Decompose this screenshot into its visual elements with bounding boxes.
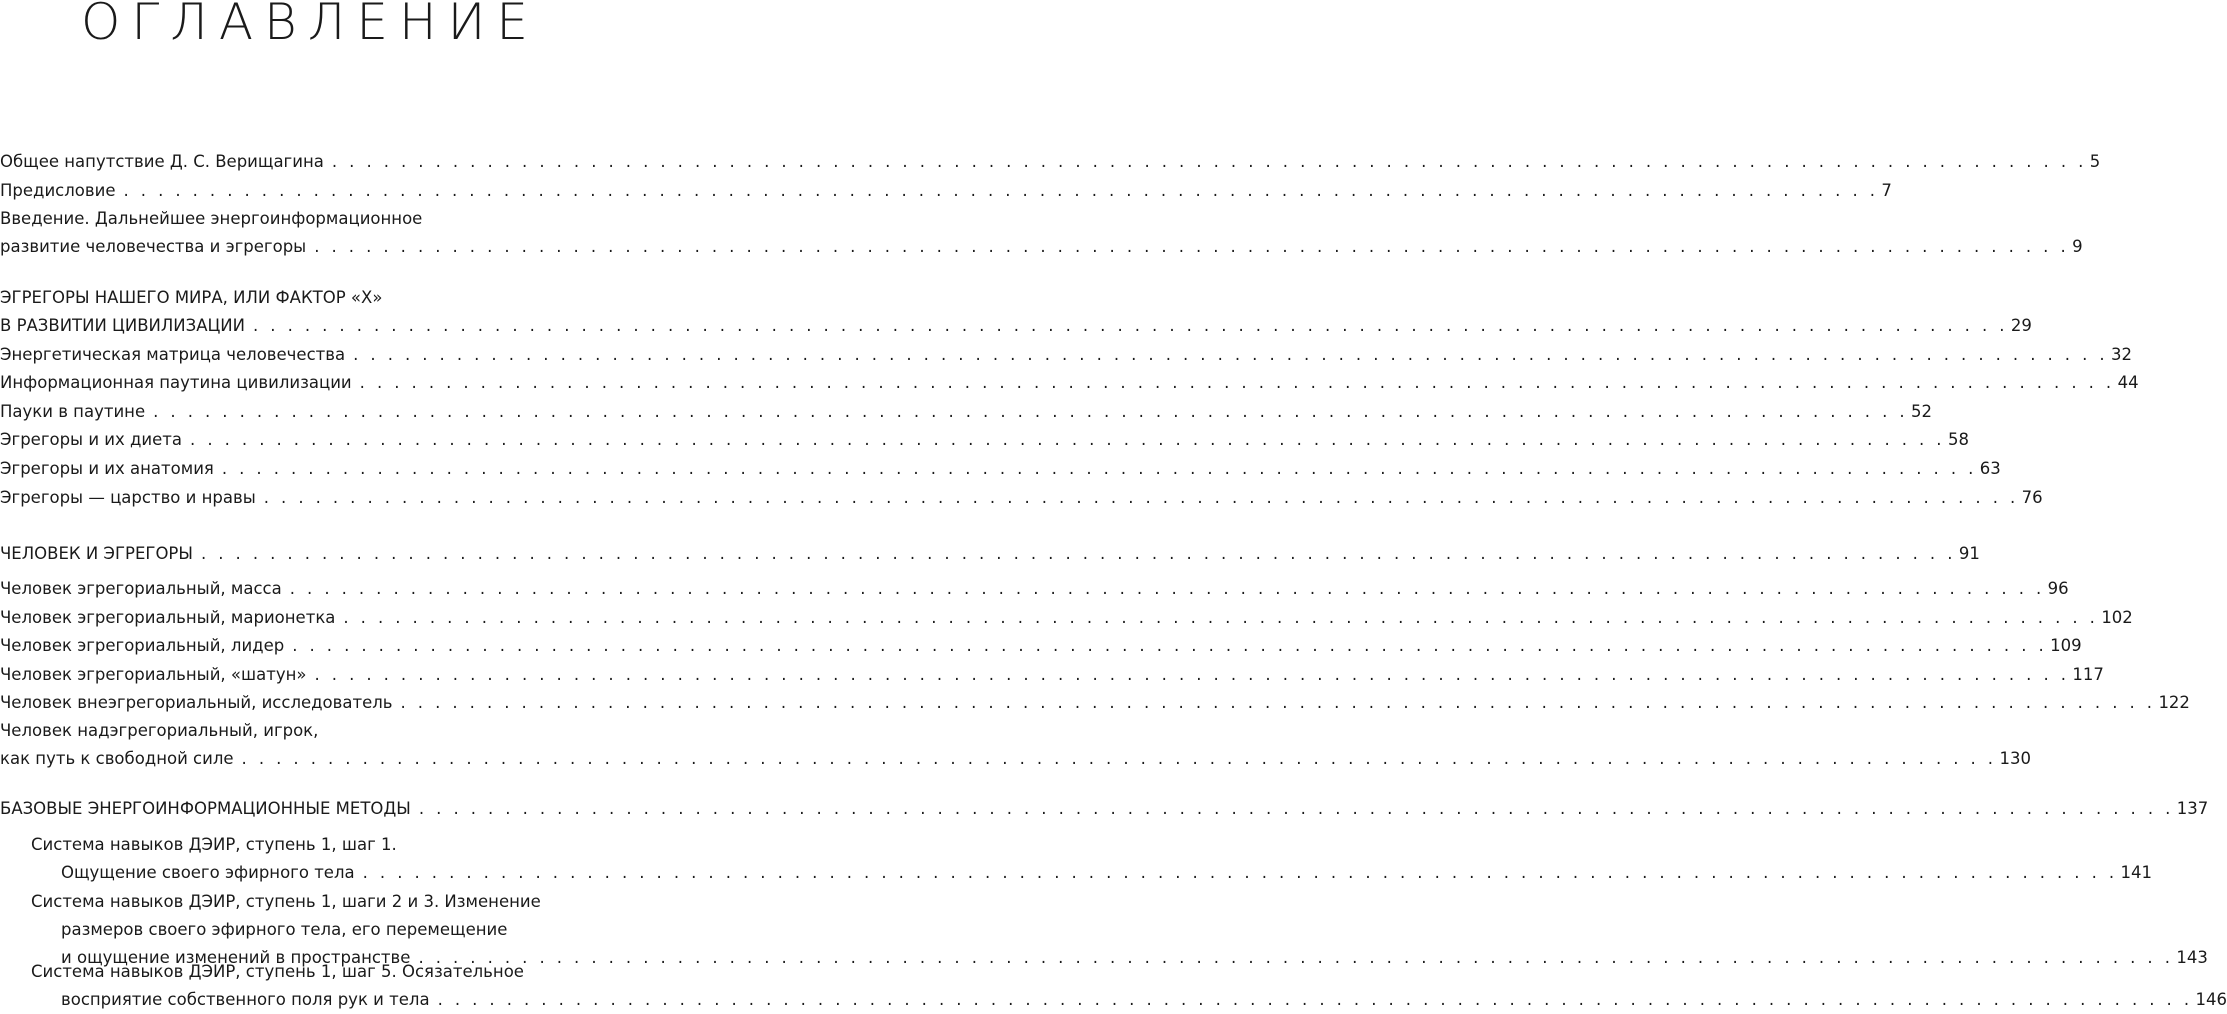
toc-line bbox=[0, 148, 2101, 176]
toc-entry bbox=[31, 831, 2153, 887]
toc-entry bbox=[0, 341, 2133, 369]
toc-entry bbox=[0, 398, 1933, 426]
toc-line bbox=[0, 632, 2082, 660]
toc-entry-title: Пауки в паутине bbox=[0, 402, 146, 421]
toc-entry bbox=[0, 575, 2069, 603]
toc-page-number: 117 bbox=[2072, 665, 2104, 684]
toc-line bbox=[31, 958, 620, 986]
dot-leader: . . . . . . . . . . . . . . . . . . . . . . . . . . . . . . . . . . . . . . . . . . . . . . . . . . . . . . . . . . . . . . . . . . . . . . . . . . . . . . . . . . . . . . . . . . . . . . . . . . . . . . bbox=[200, 544, 1956, 563]
toc-line bbox=[0, 369, 2139, 397]
toc-entry-title: Общее напутствие Д. С. Верищагина bbox=[0, 152, 324, 171]
toc-line bbox=[0, 540, 1980, 568]
toc-line bbox=[0, 341, 2133, 369]
toc-page-number: 29 bbox=[2010, 316, 2032, 335]
toc-line bbox=[0, 717, 620, 745]
toc-line bbox=[0, 484, 2043, 512]
toc-line bbox=[0, 604, 2133, 632]
toc-entry bbox=[0, 426, 1969, 454]
toc-entry-title: ЭГРЕГОРЫ НАШЕГО МИРА, ИЛИ ФАКТОР «Х» bbox=[0, 288, 383, 307]
toc-entry-title: Человек эгрегориальный, масса bbox=[0, 579, 282, 598]
toc-entry-title: Человек эгрегориальный, лидер bbox=[0, 636, 285, 655]
toc-entry-title: Человек надэгрегориальный, игрок, bbox=[0, 721, 319, 740]
toc-line bbox=[0, 689, 2190, 717]
toc-line bbox=[0, 284, 620, 312]
dot-leader: . . . . . . . . . . . . . . . . . . . . . . . . . . . . . . . . . . . . . . . . . . . . . . . . . . . . . . . . . . . . . . . . . . . . . . . . . . . . . . . . . . . . . . . . . . . . . . . . . . . . . . bbox=[400, 693, 2156, 712]
dot-leader: . . . . . . . . . . . . . . . . . . . . . . . . . . . . . . . . . . . . . . . . . . . . . . . . . . . . . . . . . . . . . . . . . . . . . . . . . . . . . . . . . . . . . . . . . . . . . . . . . . . . . . bbox=[359, 373, 2115, 392]
toc-page-number: 63 bbox=[1979, 459, 2001, 478]
dot-leader: . . . . . . . . . . . . . . . . . . . . . . . . . . . . . . . . . . . . . . . . . . . . . . . . . . . . . . . . . . . . . . . . . . . . . . . . . . . . . . . . . . . . . . . . . . . . . . . . . . . . . . bbox=[314, 237, 2070, 256]
dot-leader: . . . . . . . . . . . . . . . . . . . . . . . . . . . . . . . . . . . . . . . . . . . . . . . . . . . . . . . . . . . . . . . . . . . . . . . . . . . . . . . . . . . . . . . . . . . . . . . . . . . . . . bbox=[289, 579, 2045, 598]
toc-line bbox=[0, 177, 1892, 205]
toc-page-number: 122 bbox=[2158, 693, 2190, 712]
dot-leader: . . . . . . . . . . . . . . . . . . . . . . . . . . . . . . . . . . . . . . . . . . . . . . . . . . . . . . . . . . . . . . . . . . . . . . . . . . . . . . . . . . . . . . . . . . . . . . . . . . . . . . bbox=[343, 608, 2099, 627]
dot-leader: . . . . . . . . . . . . . . . . . . . . . . . . . . . . . . . . . . . . . . . . . . . . . . . . . . . . . . . . . . . . . . . . . . . . . . . . . . . . . . . . . . . . . . . . . . . . . . . . . . . . . . bbox=[331, 152, 2087, 171]
toc-entry-title: Эгрегоры — царство и нравы bbox=[0, 488, 256, 507]
toc-line bbox=[0, 745, 2031, 773]
dot-leader: . . . . . . . . . . . . . . . . . . . . . . . . . . . . . . . . . . . . . . . . . . . . . . . . . . . . . . . . . . . . . . . . . . . . . . . . . . . . . . . . . . . . . . . . . . . . . . . . . . . . . . bbox=[123, 181, 1879, 200]
toc-entry-title: развитие человечества и эгрегоры bbox=[0, 237, 307, 256]
toc-entry bbox=[0, 717, 2031, 773]
toc-entry-title: Человек внеэгрегориальный, исследователь bbox=[0, 693, 393, 712]
toc-entry bbox=[0, 661, 2104, 689]
toc-line bbox=[0, 233, 2083, 261]
page-title: ОГЛАВЛЕНИЕ bbox=[81, 0, 539, 51]
toc-entry-title: Человек эгрегориальный, «шатун» bbox=[0, 665, 307, 684]
toc-entry bbox=[0, 369, 2139, 397]
toc-entry-title: ЧЕЛОВЕК И ЭГРЕГОРЫ bbox=[0, 544, 193, 563]
dot-leader: . . . . . . . . . . . . . . . . . . . . . . . . . . . . . . . . . . . . . . . . . . . . . . . . . . . . . . . . . . . . . . . . . . . . . . . . . . . . . . . . . . . . . . . . . . . . . . . . . . . . . . bbox=[314, 665, 2070, 684]
toc-page-number: 52 bbox=[1911, 402, 1933, 421]
toc-entry bbox=[0, 205, 2083, 261]
toc-page-number: 76 bbox=[2021, 488, 2043, 507]
toc-line bbox=[0, 795, 2209, 823]
toc-line bbox=[0, 426, 1969, 454]
toc-entry-title: Система навыков ДЭИР, ступень 1, шаги 2 и 3. Изменение bbox=[31, 892, 541, 911]
toc-page-number: 91 bbox=[1958, 544, 1980, 563]
toc-page-number: 9 bbox=[2072, 237, 2083, 256]
toc-page-number: 130 bbox=[1999, 749, 2031, 768]
toc-line bbox=[31, 888, 620, 916]
toc-line bbox=[31, 859, 2153, 887]
toc-page-number: 58 bbox=[1947, 430, 1969, 449]
toc-entry-title: как путь к свободной силе bbox=[0, 749, 234, 768]
toc-line bbox=[0, 312, 2032, 340]
toc-page-number: 7 bbox=[1881, 181, 1892, 200]
dot-leader: . . . . . . . . . . . . . . . . . . . . . . . . . . . . . . . . . . . . . . . . . . . . . . . . . . . . . . . . . . . . . . . . . . . . . . . . . . . . . . . . . . . . . . . . . . . . . . . . . . . . . . bbox=[252, 316, 2008, 335]
toc-entry-title: восприятие собственного поля рук и тела bbox=[61, 990, 430, 1009]
toc-page-number: 5 bbox=[2089, 152, 2101, 171]
toc-page-number: 44 bbox=[2117, 373, 2139, 392]
toc-entry-title: размеров своего эфирного тела, его перемещение bbox=[61, 920, 508, 939]
toc-line bbox=[31, 916, 620, 944]
toc-entry bbox=[0, 484, 2043, 512]
toc-entry-title: Система навыков ДЭИР, ступень 1, шаг 1. bbox=[31, 835, 397, 854]
toc-entry bbox=[31, 958, 2227, 1014]
toc-entry bbox=[0, 632, 2082, 660]
toc-page-number: 102 bbox=[2101, 608, 2133, 627]
toc-page-number: 137 bbox=[2176, 799, 2209, 818]
dot-leader: . . . . . . . . . . . . . . . . . . . . . . . . . . . . . . . . . . . . . . . . . . . . . . . . . . . . . . . . . . . . . . . . . . . . . . . . . . . . . . . . . . . . . . . . . . . . . . . . . . . . . . bbox=[292, 636, 2048, 655]
dot-leader: . . . . . . . . . . . . . . . . . . . . . . . . . . . . . . . . . . . . . . . . . . . . . . . . . . . . . . . . . . . . . . . . . . . . . . . . . . . . . . . . . . . . . . . . . . . . . . . . . . . . . . bbox=[437, 990, 2193, 1009]
toc-entry-title: Введение. Дальнейшее энергоинформационное bbox=[0, 209, 423, 228]
dot-leader: . . . . . . . . . . . . . . . . . . . . . . . . . . . . . . . . . . . . . . . . . . . . . . . . . . . . . . . . . . . . . . . . . . . . . . . . . . . . . . . . . . . . . . . . . . . . . . . . . . . . . . bbox=[190, 430, 1945, 449]
toc-line bbox=[0, 205, 620, 233]
toc-page-number: 109 bbox=[2050, 636, 2082, 655]
dot-leader: . . . . . . . . . . . . . . . . . . . . . . . . . . . . . . . . . . . . . . . . . . . . . . . . . . . . . . . . . . . . . . . . . . . . . . . . . . . . . . . . . . . . . . . . . . . . . . . . . . . . . . bbox=[418, 799, 2174, 818]
toc-entry bbox=[0, 177, 1892, 205]
toc-entry-title: Человек эгрегориальный, марионетка bbox=[0, 608, 336, 627]
toc-section-heading bbox=[0, 540, 1980, 568]
toc-entry-title: Энергетическая матрица человечества bbox=[0, 345, 346, 364]
toc-line bbox=[0, 455, 2001, 483]
toc-page-number: 141 bbox=[2120, 863, 2153, 882]
toc-entry-title: Информационная паутина цивилизации bbox=[0, 373, 352, 392]
toc-entry-title: В РАЗВИТИИ ЦИВИЛИЗАЦИИ bbox=[0, 316, 245, 335]
toc-entry-title: Система навыков ДЭИР, ступень 1, шаг 5. Осязательное bbox=[31, 962, 524, 981]
toc-line bbox=[31, 831, 620, 859]
toc-line bbox=[0, 575, 2069, 603]
dot-leader: . . . . . . . . . . . . . . . . . . . . . . . . . . . . . . . . . . . . . . . . . . . . . . . . . . . . . . . . . . . . . . . . . . . . . . . . . . . . . . . . . . . . . . . . . . . . . . . . . . . . . . bbox=[241, 749, 1997, 768]
toc-page-number: 143 bbox=[2176, 948, 2208, 967]
toc-section-heading bbox=[0, 795, 2209, 823]
toc-line bbox=[31, 986, 2227, 1014]
dot-leader: . . . . . . . . . . . . . . . . . . . . . . . . . . . . . . . . . . . . . . . . . . . . . . . . . . . . . . . . . . . . . . . . . . . . . . . . . . . . . . . . . . . . . . . . . . . . . . . . . . . . . . bbox=[362, 863, 2118, 882]
toc-entry bbox=[0, 455, 2001, 483]
toc-line bbox=[0, 661, 2104, 689]
toc-page-number: 146 bbox=[2195, 990, 2227, 1009]
toc-entry-title: Эгрегоры и их анатомия bbox=[0, 459, 214, 478]
toc-page-number: 96 bbox=[2047, 579, 2069, 598]
dot-leader: . . . . . . . . . . . . . . . . . . . . . . . . . . . . . . . . . . . . . . . . . . . . . . . . . . . . . . . . . . . . . . . . . . . . . . . . . . . . . . . . . . . . . . . . . . . . . . . . . . . . . . bbox=[353, 345, 2109, 364]
toc-entry bbox=[0, 604, 2133, 632]
toc-section-heading bbox=[0, 284, 2032, 340]
toc-entry-title: и ощущение изменений в пространстве bbox=[61, 948, 411, 967]
dot-leader: . . . . . . . . . . . . . . . . . . . . . . . . . . . . . . . . . . . . . . . . . . . . . . . . . . . . . . . . . . . . . . . . . . . . . . . . . . . . . . . . . . . . . . . . . . . . . . . . . . . . . . bbox=[263, 488, 2019, 507]
toc-entry bbox=[0, 148, 2101, 176]
dot-leader: . . . . . . . . . . . . . . . . . . . . . . . . . . . . . . . . . . . . . . . . . . . . . . . . . . . . . . . . . . . . . . . . . . . . . . . . . . . . . . . . . . . . . . . . . . . . . . . . . . . . . . bbox=[221, 459, 1977, 478]
toc-entry-title: Предисловие bbox=[0, 181, 116, 200]
toc-entry bbox=[0, 689, 2190, 717]
dot-leader: . . . . . . . . . . . . . . . . . . . . . . . . . . . . . . . . . . . . . . . . . . . . . . . . . . . . . . . . . . . . . . . . . . . . . . . . . . . . . . . . . . . . . . . . . . . . . . . . . . . . . . bbox=[153, 402, 1909, 421]
toc-page-number: 32 bbox=[2111, 345, 2133, 364]
toc-line bbox=[0, 398, 1933, 426]
toc-entry-title: Ощущение своего эфирного тела bbox=[61, 863, 355, 882]
dot-leader: . . . . . . . . . . . . . . . . . . . . . . . . . . . . . . . . . . . . . . . . . . . . . . . . . . . . . . . . . . . . . . . . . . . . . . . . . . . . . . . . . . . . . . . . . . . . . . . . . . . . . . bbox=[418, 948, 2174, 967]
toc-entry-title: БАЗОВЫЕ ЭНЕРГОИНФОРМАЦИОННЫЕ МЕТОДЫ bbox=[0, 799, 411, 818]
toc-entry-title: Эгрегоры и их диета bbox=[0, 430, 183, 449]
